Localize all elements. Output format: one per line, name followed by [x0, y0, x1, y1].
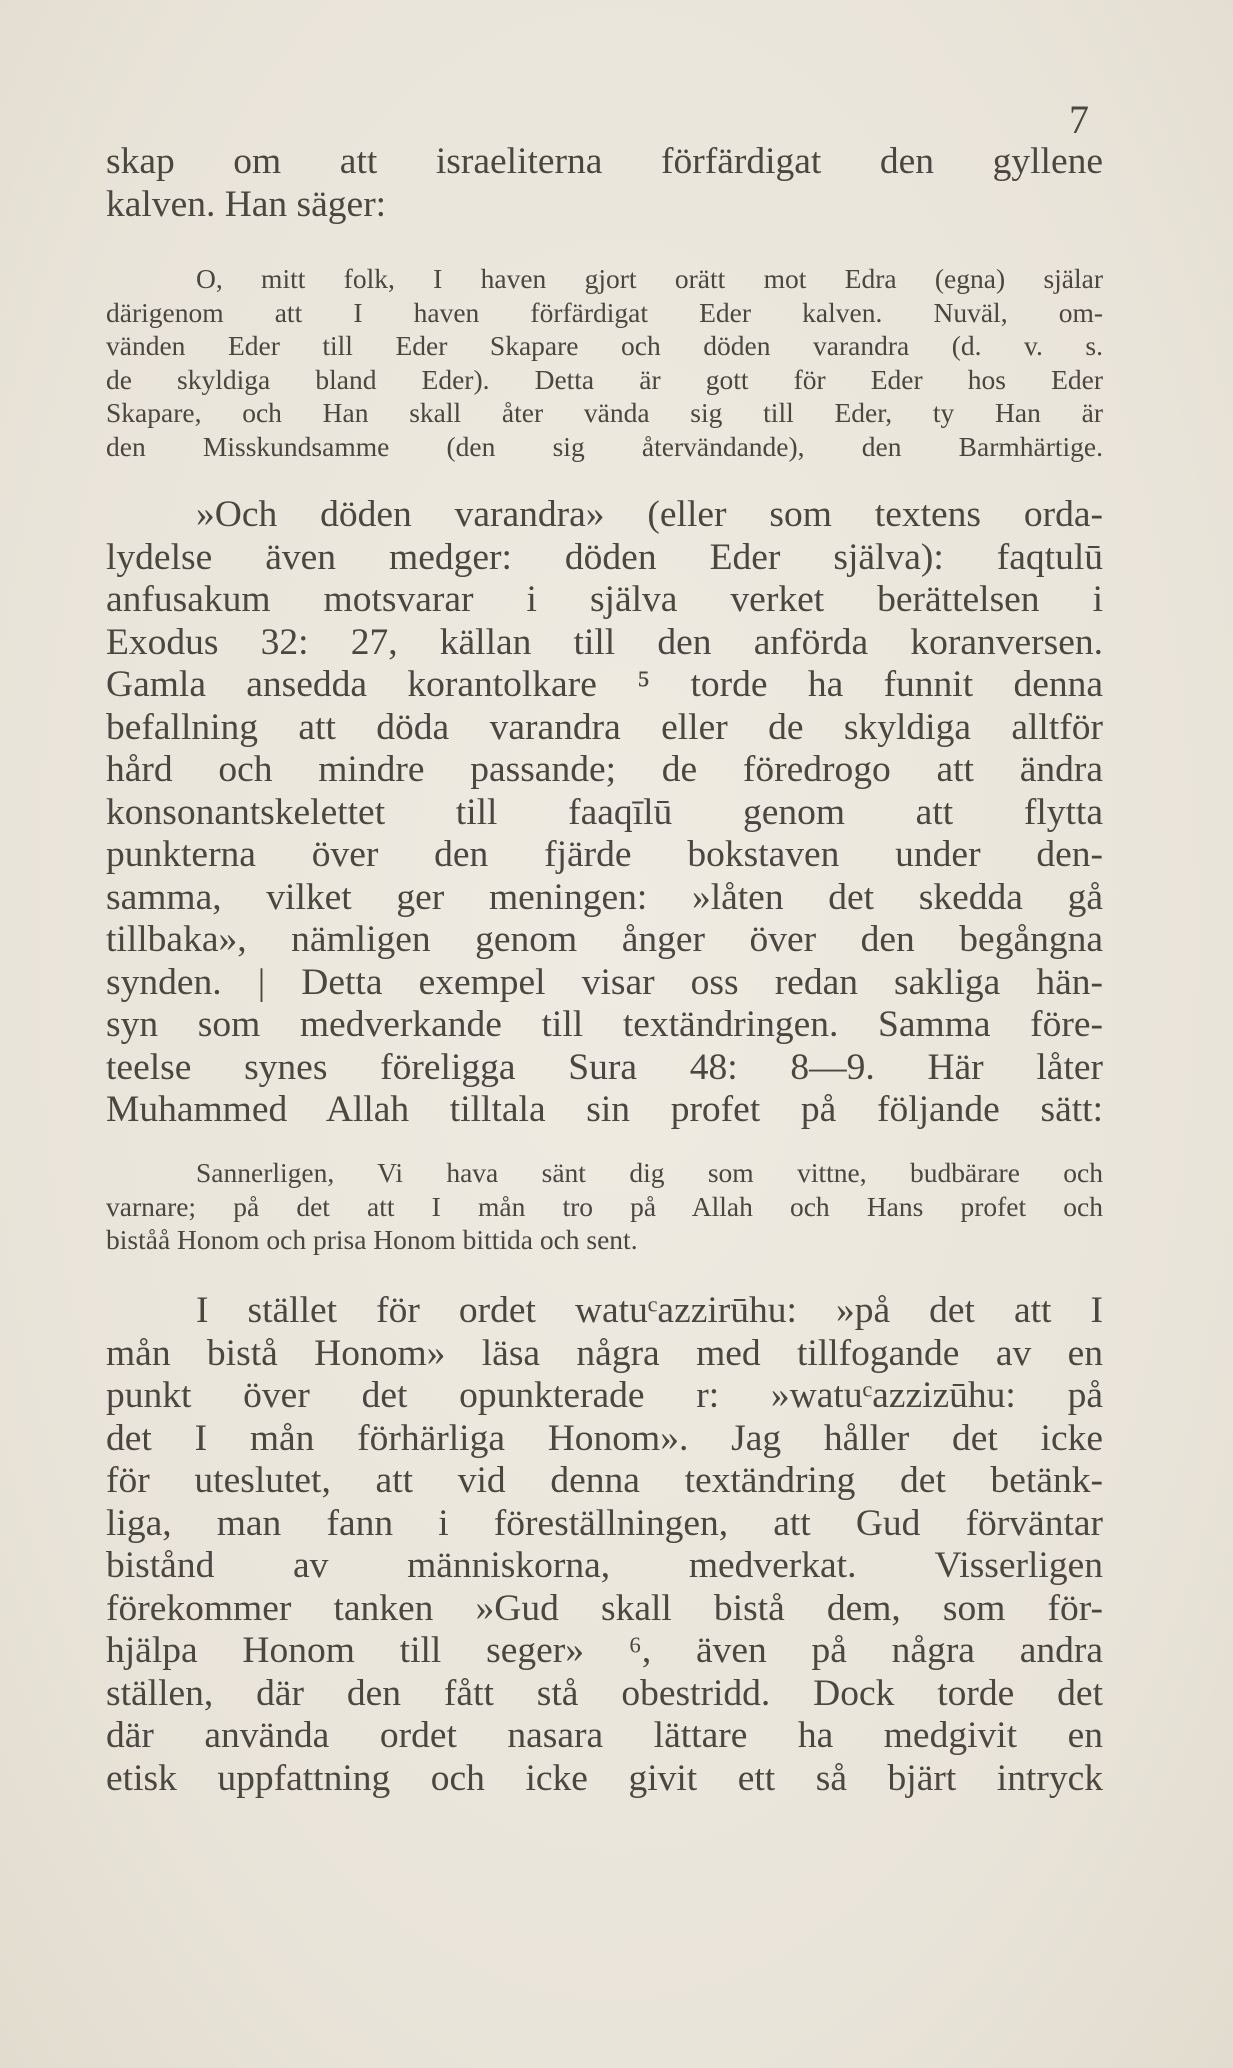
text-line: Exodus 32: 27, källan till den anförda koranversen.	[106, 621, 1103, 663]
text-line: liga, man fann i föreställningen, att Gud förväntar	[106, 1502, 1103, 1544]
quote-1	[106, 262, 1103, 463]
text-line: I stället för ordet watuᶜazzirūhu: »på det att I	[196, 1290, 1103, 1331]
text-line: Gamla ansedda korantolkare ⁵ torde ha funnit denna	[106, 664, 1103, 705]
text-line: lydelse även medger: döden Eder själva): faqtulū	[106, 536, 1103, 578]
text-line: punkt över det opunkterade r: »watuᶜazzizūhu: på	[106, 1375, 1103, 1416]
text-line: »Och döden varandra» (eller som textens orda-	[196, 494, 1103, 535]
text-line: punkterna över den fjärde bokstaven under den-	[106, 834, 1103, 875]
page-number: 7	[1069, 97, 1090, 142]
quote-line: biståå Honom och prisa Honom bittida och sent.	[106, 1224, 638, 1255]
text-line: skap om att israeliterna förfärdigat den gyllene	[106, 141, 1103, 182]
quote-line: vänden Eder till Eder Skapare och döden varandra (d. v. s.	[106, 330, 1103, 361]
text-line: konsonantskelettet till faaqīlū genom att flytta	[106, 791, 1103, 833]
text-line: kalven. Han säger:	[106, 183, 387, 225]
text-line: det I mån förhärliga Honom». Jag håller det icke	[106, 1417, 1103, 1459]
text-line: samma, vilket ger meningen: »låten det skedda gå	[106, 876, 1103, 918]
quote-line: varnare; på det att I mån tro på Allah och Hans profet och	[106, 1190, 1103, 1222]
text-line: befallning att döda varandra eller de skyldiga alltför	[106, 706, 1103, 748]
text-line: ställen, där den fått stå obestridd. Dock torde det	[106, 1672, 1103, 1714]
text-line: bistånd av människorna, medverkat. Visserligen	[106, 1545, 1103, 1586]
text-line: mån bistå Honom» läsa några med tillfogande av en	[106, 1332, 1103, 1374]
text-line: synden. | Detta exempel visar oss redan sakliga hän-	[106, 961, 1103, 1003]
text-line: förekommer tanken »Gud skall bistå dem, som för-	[106, 1587, 1103, 1629]
paragraph-1	[106, 141, 1103, 226]
text-line: hjälpa Honom till seger» ⁶, även på några andra	[106, 1630, 1103, 1671]
text-line: för uteslutet, att vid denna textändring det betänk-	[106, 1460, 1103, 1501]
paragraph-2	[106, 494, 1103, 1132]
paragraph-3	[106, 1290, 1103, 1800]
quote-line: därigenom att I haven förfärdigat Eder kalven. Nuväl, om-	[106, 296, 1103, 328]
text-line: syn som medverkande till textändringen. Samma före-	[106, 1004, 1103, 1045]
quote-2	[106, 1156, 1103, 1257]
quote-line: de skyldiga bland Eder). Detta är gott för Eder hos Eder	[106, 363, 1103, 395]
text-line: Muhammed Allah tilltala sin profet på följande sätt:	[106, 1089, 1103, 1130]
text-line: där använda ordet nasara lättare ha medgivit en	[106, 1715, 1103, 1756]
quote-line: Skapare, och Han skall åter vända sig till Eder, ty Han är	[106, 397, 1103, 428]
text-line: etisk uppfattning och icke givit ett så bjärt intryck	[106, 1757, 1103, 1799]
quote-line: O, mitt folk, I haven gjort orätt mot Edra (egna) själar	[196, 263, 1103, 294]
text-line: hård och mindre passande; de föredrogo att ändra	[106, 749, 1103, 790]
text-line: teelse synes föreligga Sura 48: 8—9. Här låter	[106, 1046, 1103, 1088]
text-line: tillbaka», nämligen genom ånger över den begångna	[106, 919, 1103, 960]
text-line: anfusakum motsvarar i själva verket berättelsen i	[106, 579, 1103, 620]
quote-line: Sannerligen, Vi hava sänt dig som vittne, budbärare och	[196, 1157, 1103, 1188]
quote-line: den Misskundsamme (den sig återvändande), den Barmhärtige.	[106, 430, 1103, 462]
